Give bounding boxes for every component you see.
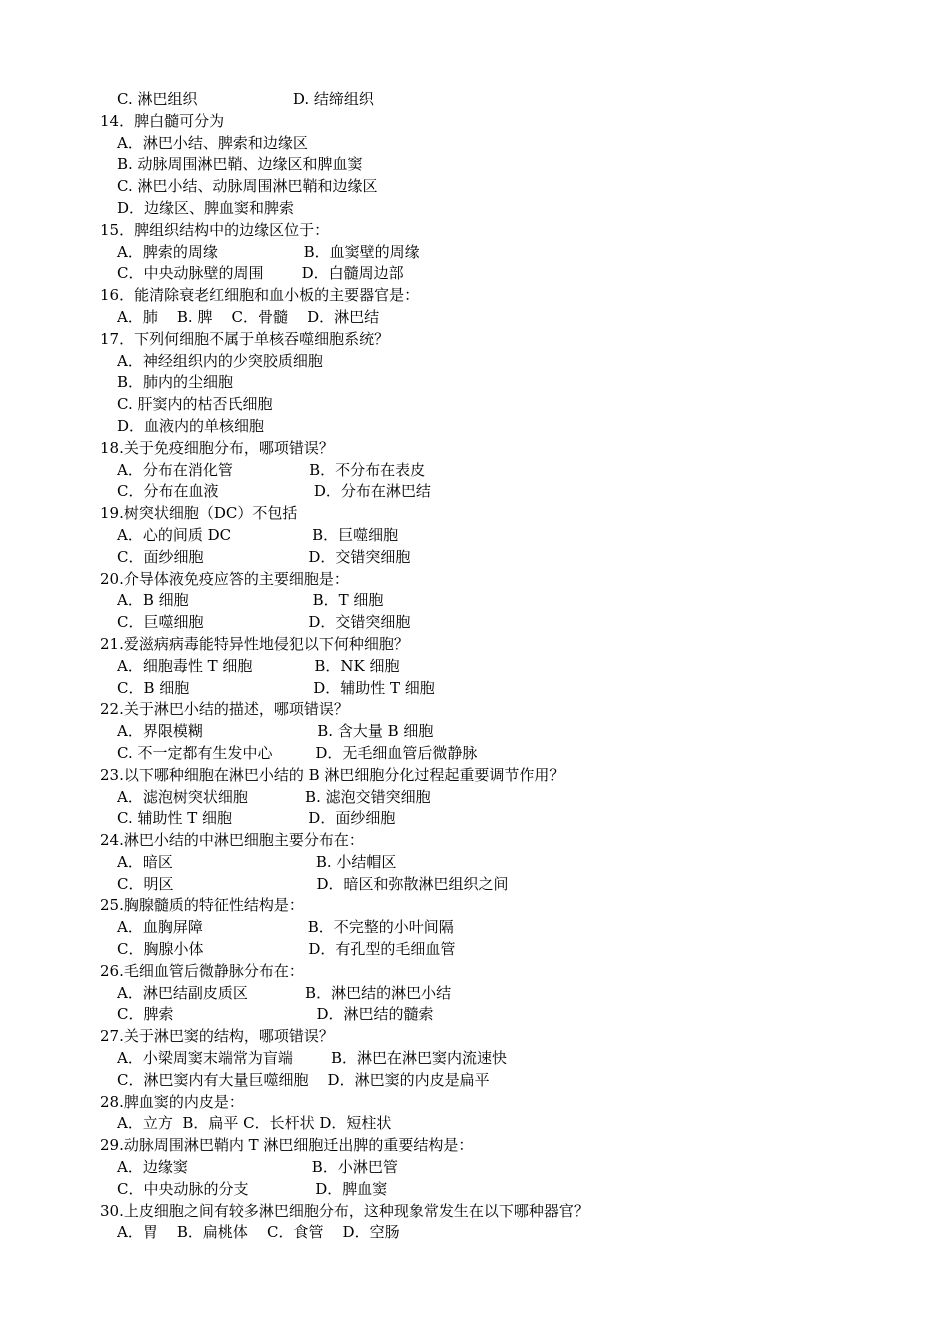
answer-options: A．淋巴结副皮质区 B．淋巴结的淋巴小结 — [117, 983, 452, 1002]
answer-options: A．淋巴小结、脾索和边缘区 — [117, 133, 308, 152]
answer-options: C. 不一定都有生发中心 D．无毛细血管后微静脉 — [117, 743, 478, 762]
answer-options: C．脾索 D．淋巴结的髓索 — [117, 1005, 434, 1024]
answer-options: C. 肝窦内的枯否氏细胞 — [117, 395, 273, 414]
question-stem: 17．下列何细胞不属于单核吞噬细胞系统？ — [100, 329, 390, 348]
question-stem: 19.树突状细胞（DC）不包括 — [100, 504, 298, 523]
answer-options: A．界限模糊 B. 含大量 B 细胞 — [117, 722, 434, 741]
answer-options: A．胃 B．扁桃体 C．食管 D．空肠 — [117, 1223, 400, 1242]
question-stem: 18.关于免疫细胞分布，哪项错误？ — [100, 438, 334, 457]
question-stem: 26.毛细血管后微静脉分布在： — [100, 961, 304, 980]
answer-options: C. 淋巴小结、动脉周围淋巴鞘和边缘区 — [117, 177, 378, 196]
answer-options: B. 动脉周围淋巴鞘、边缘区和脾血窦 — [117, 155, 363, 174]
answer-options: C．胸腺小体 D．有孔型的毛细血管 — [117, 940, 456, 959]
question-stem: 27.关于淋巴窦的结构，哪项错误？ — [100, 1027, 334, 1046]
answer-options: C．中央动脉壁的周围 D．白髓周边部 — [117, 264, 404, 283]
question-stem: 28.脾血窦的内皮是： — [100, 1092, 244, 1111]
answer-options: A．细胞毒性 T 细胞 B．NK 细胞 — [117, 656, 400, 675]
answer-options: C．分布在血液 D．分布在淋巴结 — [117, 482, 431, 501]
question-stem: 16．能清除衰老红细胞和血小板的主要器官是： — [100, 286, 420, 305]
answer-options: C. 辅助性 T 细胞 D．面纱细胞 — [117, 809, 396, 828]
answer-options: C．淋巴窦内有大量巨噬细胞 D．淋巴窦的内皮是扁平 — [117, 1070, 490, 1089]
question-stem: 22.关于淋巴小结的描述，哪项错误？ — [100, 700, 349, 719]
answer-options: A．边缘窦 B．小淋巴管 — [117, 1158, 398, 1177]
answer-options: C．巨噬细胞 D．交错突细胞 — [117, 613, 411, 632]
answer-options: A．心的间质 DC B．巨噬细胞 — [117, 525, 399, 544]
answer-options: A．血胸屏障 B．不完整的小叶间隔 — [117, 918, 454, 937]
question-stem: 14．脾白髓可分为 — [100, 111, 225, 130]
question-stem: 29.动脉周围淋巴鞘内 T 淋巴细胞迁出脾的重要结构是： — [100, 1136, 474, 1155]
answer-options: A．暗区 B. 小结帽区 — [117, 852, 397, 871]
question-stem: 25.胸腺髓质的特征性结构是： — [100, 896, 304, 915]
question-stem: 23.以下哪种细胞在淋巴小结的 B 淋巴细胞分化过程起重要调节作用？ — [100, 765, 565, 784]
answer-options: B．肺内的尘细胞 — [117, 373, 234, 392]
question-stem: 21.爱滋病病毒能特异性地侵犯以下何种细胞？ — [100, 634, 409, 653]
answer-options: D．血液内的单核细胞 — [117, 416, 265, 435]
question-stem: 15．脾组织结构中的边缘区位于： — [100, 220, 330, 239]
answer-options: A．立方 B．扁平 C．长杆状 D．短柱状 — [117, 1114, 392, 1133]
answer-options: C．中央动脉的分支 D．脾血窦 — [117, 1179, 388, 1198]
answer-options: A．肺 B. 脾 C．骨髓 D．淋巴结 — [117, 307, 380, 326]
answer-options: A．滤泡树突状细胞 B. 滤泡交错突细胞 — [117, 787, 431, 806]
answer-options: C．面纱细胞 D．交错突细胞 — [117, 547, 411, 566]
answer-options: C．明区 D．暗区和弥散淋巴组织之间 — [117, 874, 509, 893]
answer-options: A．神经组织内的少突胶质细胞 — [117, 351, 323, 370]
answer-options: C. 淋巴组织 D. 结缔组织 — [117, 90, 374, 108]
answer-options: A．小梁周窦末端常为盲端 B．淋巴在淋巴窦内流速快 — [117, 1049, 508, 1068]
answer-options: A．分布在消化管 B．不分布在表皮 — [117, 460, 426, 479]
question-stem: 20.介导体液免疫应答的主要细胞是： — [100, 569, 349, 588]
question-stem: 24.淋巴小结的中淋巴细胞主要分布在： — [100, 831, 364, 850]
answer-options: D．边缘区、脾血窦和脾索 — [117, 198, 295, 217]
answer-options: A．B 细胞 B．T 细胞 — [117, 591, 384, 610]
question-stem: 30.上皮细胞之间有较多淋巴细胞分布，这种现象常发生在以下哪种器官？ — [100, 1201, 589, 1220]
answer-options: C．B 细胞 D．辅助性 T 细胞 — [117, 678, 435, 697]
answer-options: A．脾索的周缘 B．血窦壁的周缘 — [117, 242, 420, 261]
question-list — [100, 89, 860, 1244]
